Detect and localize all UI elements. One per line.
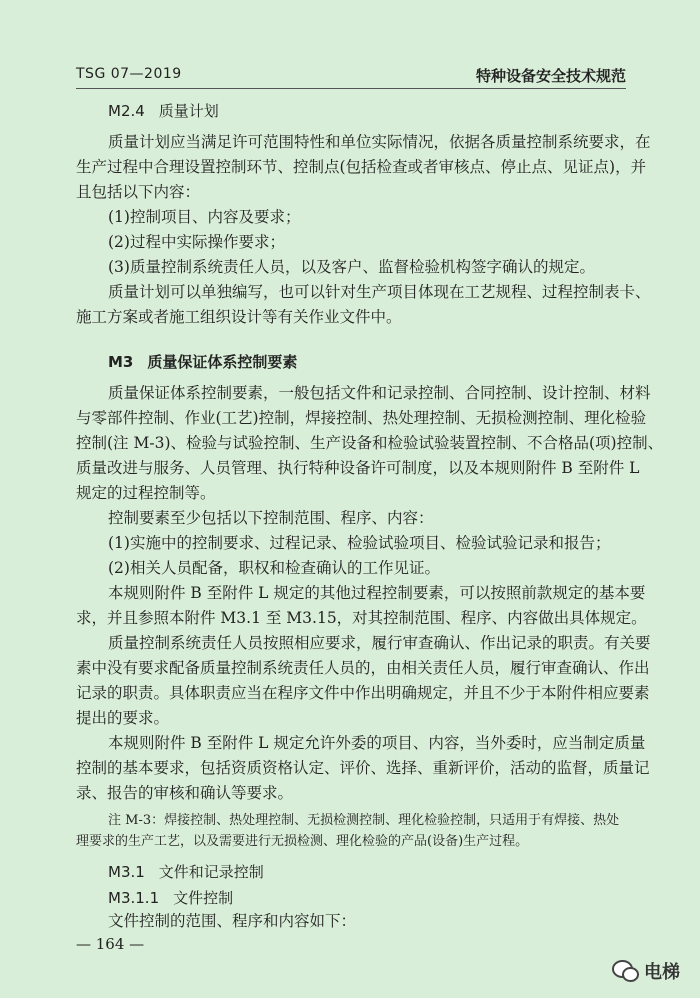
body-line: (2)相关人员配备，职权和检查确认的工作见证。 (108, 559, 440, 577)
standard-code: TSG 07—2019 (76, 66, 182, 82)
body-line: 录、报告的审核和确认等要求。 (76, 784, 294, 802)
body-line: 求，并且参照本附件 M3.1 至 M3.15，对其控制范围、程序、内容做出具体规定。 (76, 609, 647, 627)
footnote-line: 理要求的生产工艺，以及需要进行无损检测、理化检验的产品(设备)生产过程。 (76, 834, 529, 849)
body-line: 与零部件控制、作业(工艺)控制，焊接控制、热处理控制、无损检测控制、理化检验 (76, 409, 647, 427)
page-number: — 164 — (76, 935, 145, 953)
body-line: 控制(注 M-3)、检验与试验控制、生产设备和检验试验装置控制、不合格品(项)控制、 (76, 434, 664, 452)
body-line: 记录的职责。具体职责应当在程序文件中作出明确规定，并且不少于本附件相应要素 (76, 684, 650, 702)
body-line: 质量改进与服务、人员管理、执行特种设备许可制度，以及本规则附件 B 至附件 L (76, 459, 640, 477)
body-line: 提出的要求。 (76, 709, 170, 727)
body-line: (1)控制项目、内容及要求； (108, 208, 301, 226)
body-line: 素中没有要求配备质量控制系统责任人员的，由相关责任人员，履行审查确认、作出 (76, 659, 650, 677)
body-line: 质量控制系统责任人员按照相应要求，履行审查确认、作出记录的职责。有关要 (108, 634, 651, 652)
section-heading-m3 (108, 352, 297, 372)
body-line: 规定的过程控制等。 (76, 484, 216, 502)
page-header (76, 64, 626, 89)
body-line: 且包括以下内容： (76, 183, 201, 201)
chat-bubbles-icon (612, 960, 638, 982)
body-line: 本规则附件 B 至附件 L 规定允许外委的项目、内容，当外委时，应当制定质量 (108, 734, 646, 752)
section-title: 文件和记录控制 (158, 863, 264, 881)
section-heading-m3-1-1 (108, 888, 233, 908)
section-title: 文件控制 (173, 889, 234, 907)
body-line: 控制要素至少包括以下控制范围、程序、内容： (108, 509, 434, 527)
body-line: 控制的基本要求，包括资质资格认定、评价、选择、重新评价，活动的监督，质量记 (76, 759, 650, 777)
body-line: (2)过程中实际操作要求； (108, 233, 285, 251)
body-line: 质量计划应当满足许可范围特性和单位实际情况，依据各质量控制系统要求，在 (108, 133, 651, 151)
body-line: 本规则附件 B 至附件 L 规定的其他过程控制要素，可以按照前款规定的基本要 (108, 584, 646, 602)
body-line: 施工方案或者施工组织设计等有关作业文件中。 (76, 308, 402, 326)
section-number: M2.4 (108, 102, 145, 120)
section-number: M3.1.1 (108, 889, 160, 907)
section-title: 质量保证体系控制要素 (147, 353, 298, 371)
body-line: 质量计划可以单独编写，也可以针对生产项目体现在工艺规程、过程控制表卡、 (108, 283, 651, 301)
body-line: (1)实施中的控制要求、过程记录、检验试验项目、检验试验记录和报告； (108, 534, 611, 552)
body-line: 质量保证体系控制要素，一般包括文件和记录控制、合同控制、设计控制、材料 (108, 384, 651, 402)
header-title: 特种设备安全技术规范 (475, 67, 626, 85)
body-line: (3)质量控制系统责任人员，以及客户、监督检验机构签字确认的规定。 (108, 258, 595, 276)
section-number: M3.1 (108, 863, 145, 881)
channel-badge (612, 958, 680, 984)
section-number: M3 (108, 353, 134, 371)
footnote-line: 注 M-3：焊接控制、热处理控制、无损检测控制、理化检验控制，只适用于有焊接、热处 (108, 813, 620, 828)
section-heading-m2-4 (108, 101, 219, 121)
badge-label: 电梯 (644, 962, 680, 983)
section-title: 质量计划 (158, 102, 219, 120)
body-line: 生产过程中合理设置控制环节、控制点(包括检查或者审核点、停止点、见证点)，并 (76, 158, 647, 176)
section-heading-m3-1 (108, 862, 264, 882)
body-line: 文件控制的范围、程序和内容如下： (108, 912, 357, 930)
